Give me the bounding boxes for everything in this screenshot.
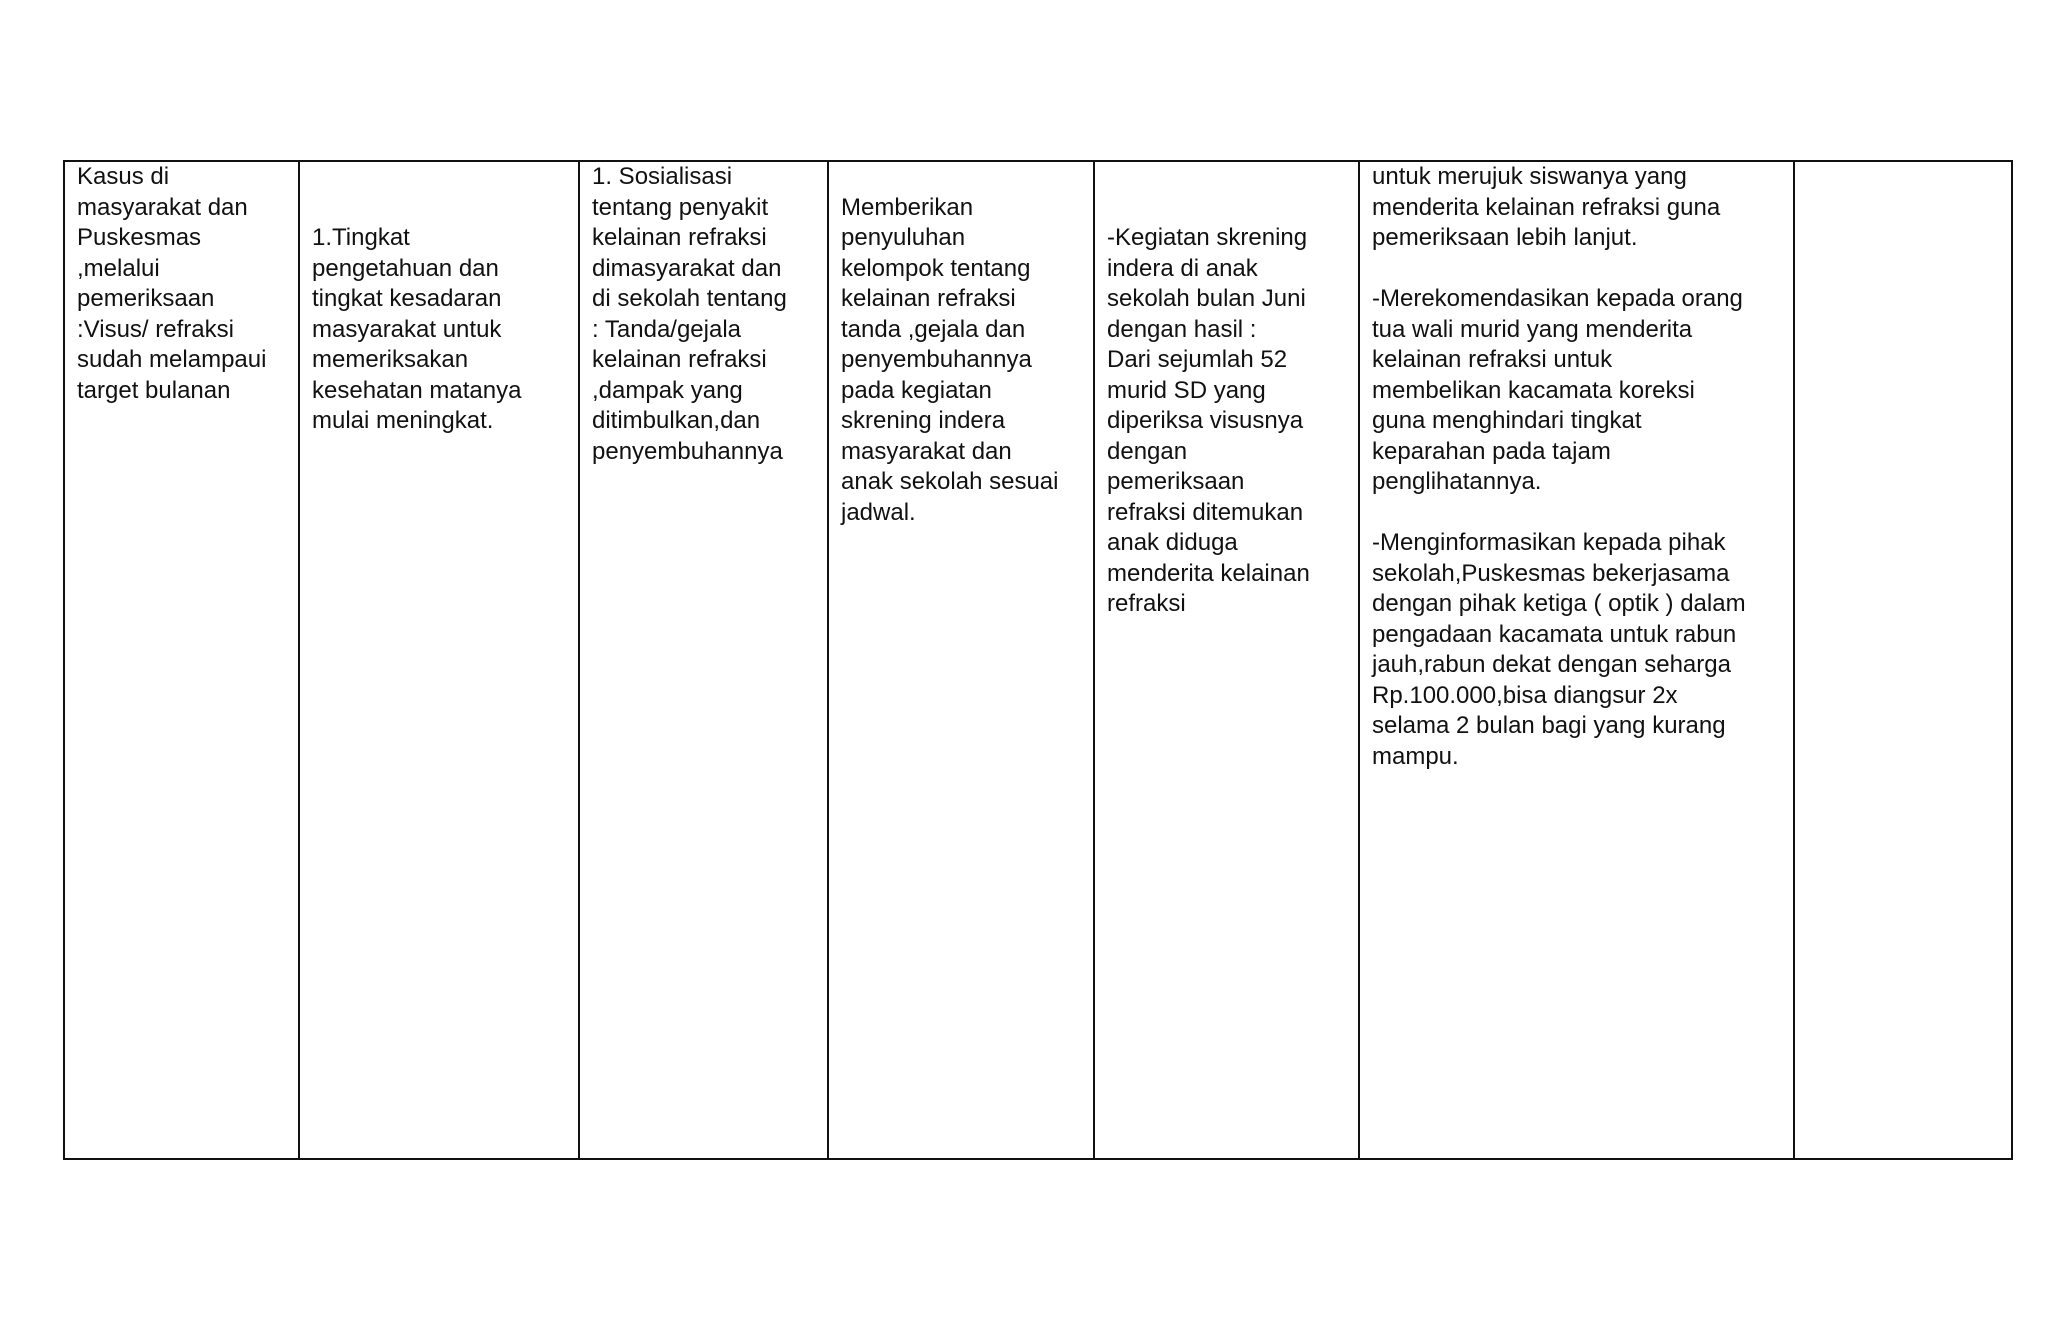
plan-table bbox=[63, 160, 2013, 1160]
cell-text-line: refraksi ditemukan bbox=[1107, 498, 1304, 526]
cell-text-line bbox=[312, 162, 568, 193]
cell-text-line: kelainan refraksi bbox=[841, 285, 1016, 312]
cell-text-line: dengan pihak ketiga ( optik ) dalam bbox=[1372, 590, 1746, 617]
cell-notes bbox=[1794, 161, 2012, 1159]
cell-text-line: target bulanan bbox=[77, 376, 231, 404]
cell-text-line: kelainan refraksi untuk bbox=[1372, 346, 1613, 373]
cell-text-line: dimasyarakat dan bbox=[592, 254, 782, 282]
cell-indicator bbox=[299, 161, 579, 1159]
cell-text-line: sekolah bulan Juni bbox=[1107, 285, 1306, 312]
cell-text-line: -Kegiatan skrening bbox=[1107, 224, 1308, 251]
cell-text-line: penyembuhannya bbox=[592, 437, 783, 465]
cell-text-line: penglihatannya. bbox=[1372, 468, 1542, 495]
cell-text-line: memeriksakan bbox=[312, 346, 469, 373]
cell-text-line: pemeriksaan lebih lanjut. bbox=[1372, 224, 1638, 251]
cell-text-line: dengan bbox=[1107, 437, 1188, 465]
cell-plan bbox=[579, 161, 828, 1159]
cell-text-line: 1. Sosialisasi bbox=[592, 163, 733, 190]
cell-text-line: 1.Tingkat bbox=[312, 224, 410, 251]
paragraph-gap bbox=[1372, 498, 1783, 529]
cell-text-line: Rp.100.000,bisa diangsur 2x bbox=[1372, 681, 1678, 709]
cell-text-line: diperiksa visusnya bbox=[1107, 407, 1304, 434]
cell-text-line: kelainan refraksi bbox=[592, 224, 767, 251]
cell-text-line: : Tanda/gejala bbox=[592, 315, 742, 343]
cell-text-line: kelainan refraksi bbox=[592, 346, 767, 373]
cell-text-line: jauh,rabun dekat dengan seharga bbox=[1372, 651, 1731, 678]
cell-text-line: masyarakat dan bbox=[841, 437, 1012, 465]
cell-text-line: mampu. bbox=[1372, 742, 1459, 770]
cell-problem bbox=[64, 161, 299, 1159]
cell-text-line: membelikan kacamata koreksi bbox=[1372, 376, 1695, 404]
cell-text-line: sekolah,Puskesmas bekerjasama bbox=[1372, 559, 1730, 587]
cell-text-line: tentang penyakit bbox=[592, 193, 769, 221]
cell-text-line bbox=[312, 193, 568, 224]
cell-text-line: pada kegiatan bbox=[841, 376, 992, 404]
cell-text-line: keparahan pada tajam bbox=[1372, 437, 1611, 465]
cell-text-line: pemeriksaan bbox=[1107, 468, 1245, 495]
cell-text-line: sudah melampaui bbox=[77, 346, 267, 373]
cell-text-line: -Menginformasikan kepada pihak bbox=[1372, 529, 1726, 556]
cell-text-line: penyembuhannya bbox=[841, 346, 1032, 373]
cell-text-line: :Visus/ refraksi bbox=[77, 315, 234, 343]
cell-text-line: Puskesmas bbox=[77, 224, 202, 251]
cell-text-line: mulai meningkat. bbox=[312, 407, 494, 434]
cell-text-line bbox=[1107, 193, 1348, 224]
cell-text-line: murid SD yang bbox=[1107, 376, 1266, 404]
cell-text-line: selama 2 bulan bagi yang kurang bbox=[1372, 712, 1726, 739]
cell-text-line: masyarakat untuk bbox=[312, 315, 502, 343]
cell-text-line: masyarakat dan bbox=[77, 193, 248, 221]
cell-implementation bbox=[828, 161, 1094, 1159]
cell-text-line: jadwal. bbox=[841, 498, 916, 526]
cell-text-line: ditimbulkan,dan bbox=[592, 407, 761, 434]
cell-text-line: refraksi bbox=[1107, 590, 1186, 617]
cell-text-line: kelompok tentang bbox=[841, 254, 1031, 282]
cell-text-line: menderita kelainan bbox=[1107, 559, 1310, 587]
cell-text-line: kesehatan matanya bbox=[312, 376, 522, 404]
cell-text-line: guna menghindari tingkat bbox=[1372, 407, 1642, 434]
cell-text-line: pemeriksaan bbox=[77, 285, 215, 312]
cell-text-line: tua wali murid yang menderita bbox=[1372, 315, 1693, 343]
cell-text-line: menderita kelainan refraksi guna bbox=[1372, 193, 1721, 221]
cell-text-line bbox=[1107, 162, 1348, 193]
paragraph-gap bbox=[1372, 254, 1783, 285]
cell-result bbox=[1094, 161, 1359, 1159]
cell-text-line: pengadaan kacamata untuk rabun bbox=[1372, 620, 1737, 648]
table-row bbox=[64, 161, 2012, 1159]
cell-text-line: anak diduga bbox=[1107, 529, 1238, 556]
cell-text-line: tanda ,gejala dan bbox=[841, 315, 1026, 343]
cell-text-line: untuk merujuk siswanya yang bbox=[1372, 163, 1687, 190]
cell-follow-up bbox=[1359, 161, 1794, 1159]
cell-text-line: pengetahuan dan bbox=[312, 254, 499, 282]
cell-text-line: anak sekolah sesuai bbox=[841, 468, 1059, 495]
cell-text-line: skrening indera bbox=[841, 407, 1006, 434]
cell-text-line bbox=[841, 162, 1083, 193]
cell-text-line: ,melalui bbox=[77, 254, 160, 282]
cell-text-line: tingkat kesadaran bbox=[312, 285, 502, 312]
cell-text-line: ,dampak yang bbox=[592, 376, 743, 404]
cell-text-line: Dari sejumlah 52 bbox=[1107, 346, 1288, 373]
cell-text-line: dengan hasil : bbox=[1107, 315, 1257, 343]
cell-text-line: Kasus di bbox=[77, 163, 170, 190]
cell-text-line: indera di anak bbox=[1107, 254, 1258, 282]
cell-text-line: -Merekomendasikan kepada orang bbox=[1372, 285, 1743, 312]
cell-text-line: di sekolah tentang bbox=[592, 285, 787, 312]
cell-text-line: Memberikan bbox=[841, 193, 974, 221]
cell-text-line: penyuluhan bbox=[841, 224, 966, 251]
